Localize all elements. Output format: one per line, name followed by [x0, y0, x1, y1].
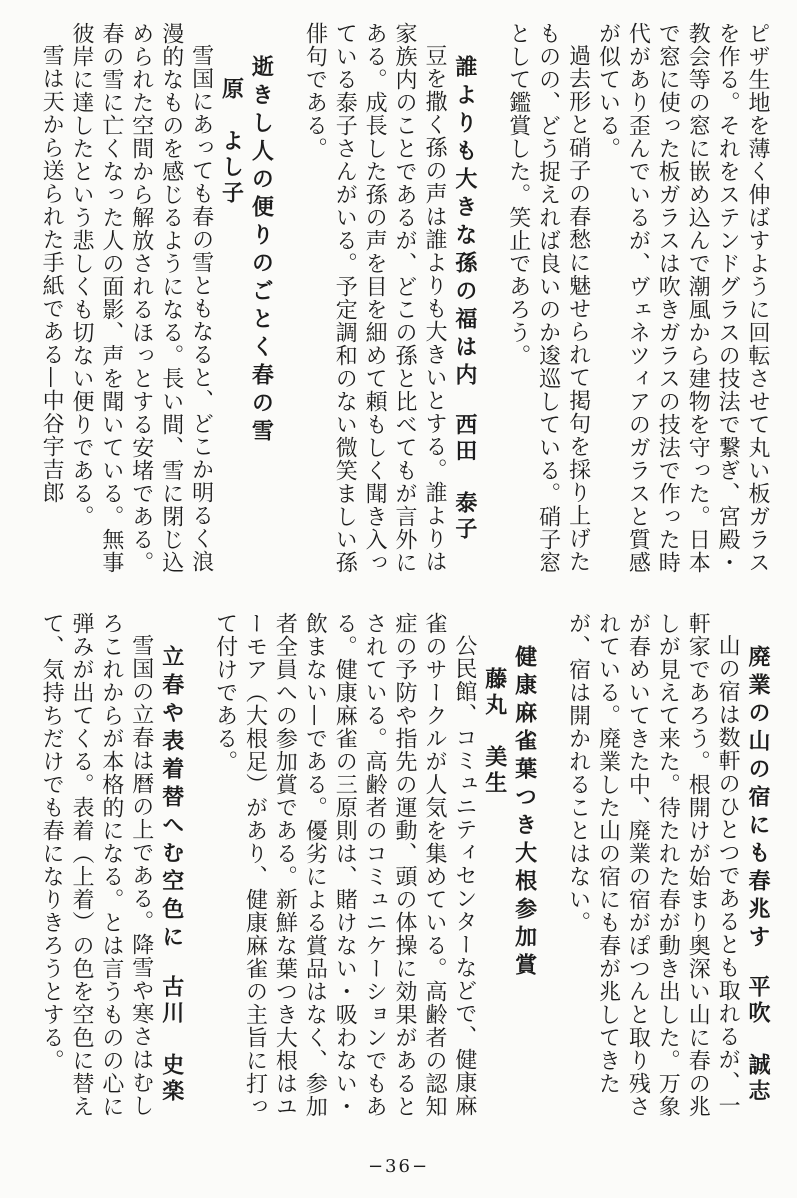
inn-haiku-heading [742, 612, 772, 1132]
page-number: −36− [367, 1156, 430, 1177]
mahjong-haiku-text: 健康麻雀葉つき大根参加賞 [511, 645, 538, 981]
glass-paragraph-2: 過去形と硝子の春愁に魅せられて掲句を採り上げたものの、どう捉えれば良いのか逡巡している。硝子窓として鑑賞した。笑止であろう。 [505, 22, 591, 574]
inn-haiku-essay [563, 612, 772, 1132]
snow-commentary: 雪国にあっても春の雪ともなると、どこか明るく浪漫的なものを感じるようになる。長い間、雪に閉じ込められた空間から解放されるほっとする安堵である。春の雪に亡くなった人の面影、声を聞いている。無事彼岸に達したという悲しくも切ない便りである。 [68, 22, 214, 574]
mahjong-haiku-author: 藤丸 美生 [481, 667, 508, 797]
mahjong-haiku-heading [479, 612, 539, 1132]
grandson-commentary: 豆を撒く孫の声は誰よりも大きいとする。誰よりは家族内のことであるが、どこの孫と比べてもが言外にある。成長した孫の声を目を細めて頼もしく聞き入っている泰子さんがいる。予定調和のない微笑ましい孫俳句である。 [302, 22, 447, 574]
spring-commentary: 雪国の立春は暦の上である。降雪や寒さはむしろこれからが本格的になる。とは言うものの心に弾みが出てくる。表着（上着）の色を空色に替えて、気持ちだけでも春になりきろうとする。 [39, 612, 154, 1118]
upper-section [30, 22, 772, 582]
grandson-haiku-text: 誰よりも大きな孫の福は内 [451, 55, 478, 391]
inn-haiku-author: 平吹 誠志 [745, 975, 771, 1105]
grandson-haiku-essay [299, 22, 478, 582]
snow-quote: 雪は天から送られた手紙である—中谷宇吉郎 [39, 44, 65, 504]
spring-haiku-text: 立春や表着替へむ空色に [158, 645, 185, 953]
lower-section [30, 612, 772, 1132]
spring-haiku-essay [36, 612, 186, 1132]
mahjong-commentary: 公民館、コミュニティセンターなどで、健康麻雀のサークルが人気を集めている。高齢者の認知症の予防や指先の運動、頭の体操に効果があるとされている。高齢者のコミュニケーションでもある。健康麻雀の三原則は、賭けない・吸わない・飲まない—である。優劣による賞品はなく、参加者全員への参加賞である。新鮮な葉つき大根はユーモア（大根足）があり、健康麻雀の主旨に打って付けである。 [212, 612, 477, 1118]
inn-haiku-text: 廃業の山の宿にも春兆す [745, 645, 771, 953]
inn-commentary: 山の宿は数軒のひとつであるとも取れるが、一軒家であろう。根開けが始まり奥深い山に春の兆しが見えて来た。待たれた春が動き出した。万象が春めいてきた中、廃業の宿がぽつんと取り残されている。廃業した山の宿にも春が兆してきたが、宿は開かれることはない。 [565, 612, 741, 1118]
spring-haiku-heading [156, 612, 186, 1132]
glass-essay-continuation [503, 22, 772, 582]
snow-haiku-essay [36, 22, 275, 582]
snow-haiku-text: 逝きし人の便りのごとく春の雪 [248, 55, 275, 447]
grandson-haiku-author: 西田 泰子 [451, 413, 478, 543]
snow-haiku-heading [216, 22, 276, 582]
snow-haiku-author: 原 よし子 [218, 77, 245, 207]
glass-paragraph-1: ピザ生地を薄く伸ばすように回転させて丸い板ガラスを作る。それをステンドグラスの技法で繋ぎ、宮殿・教会等の窓に嵌め込んで潮風から建物を守った。日本で窓に使った板ガラスは吹きガラスの技法で作った時代があり歪んでいるが、ヴェネツィアのガラスと質感が似ている。 [595, 22, 770, 574]
grandson-haiku-heading [449, 22, 479, 582]
mahjong-haiku-essay [210, 612, 539, 1132]
spring-haiku-author: 古川 史楽 [158, 975, 185, 1105]
